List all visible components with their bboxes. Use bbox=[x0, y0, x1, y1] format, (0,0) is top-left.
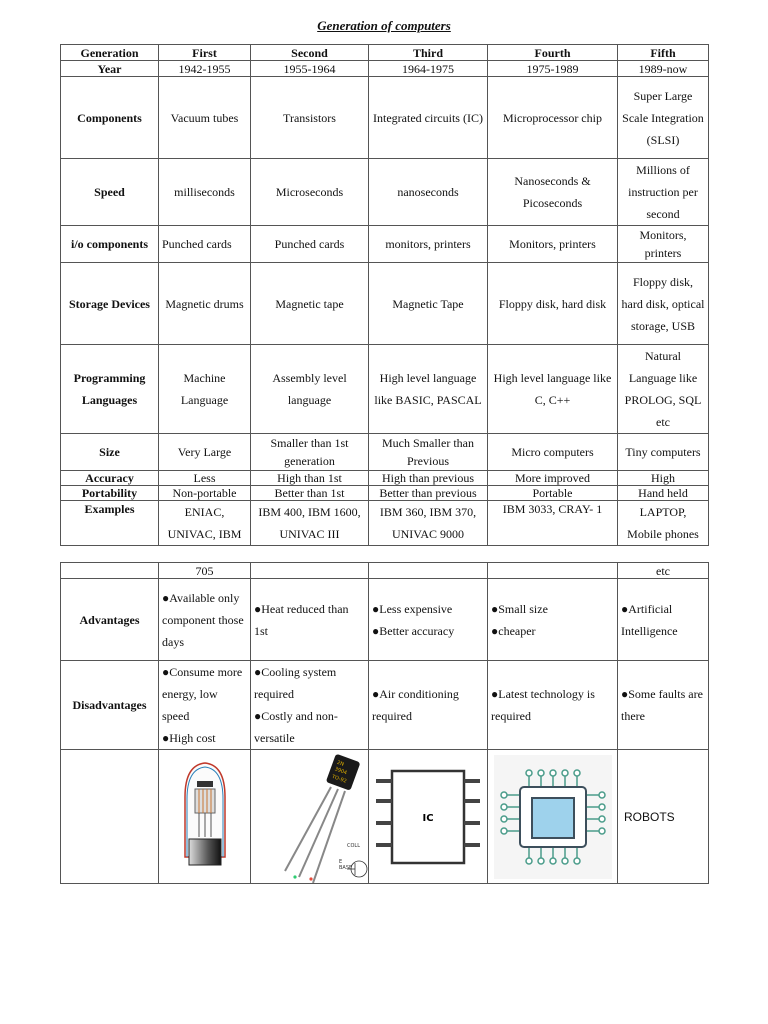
header-cell: Third bbox=[369, 45, 488, 61]
table-row bbox=[61, 471, 709, 486]
table-cell bbox=[369, 579, 488, 661]
table-cell: Millions of instruction per second bbox=[618, 159, 709, 226]
table-cell: Microseconds bbox=[251, 159, 369, 226]
table-cell bbox=[369, 563, 488, 579]
table-cell: More improved bbox=[488, 471, 618, 486]
table-cell: Non-portable bbox=[159, 486, 251, 501]
table-cell bbox=[369, 661, 488, 750]
list-item: ●Better accuracy bbox=[372, 623, 455, 638]
row-label: Advantages bbox=[61, 579, 159, 661]
list-item: ●Available only component those days bbox=[162, 590, 244, 649]
vacuum-tube-image bbox=[159, 750, 251, 884]
table-cell: milliseconds bbox=[159, 159, 251, 226]
row-label: i/o components bbox=[61, 226, 159, 263]
table-cell bbox=[251, 563, 369, 579]
row-label: Components bbox=[61, 77, 159, 159]
table-cell: Punched cards bbox=[251, 226, 369, 263]
list-item: ●Cooling system required bbox=[254, 665, 337, 701]
table-cell: Better than 1st bbox=[251, 486, 369, 501]
table-row bbox=[61, 345, 709, 434]
table-cell: Assembly level language bbox=[251, 345, 369, 434]
advantages-row bbox=[61, 579, 709, 661]
generations-table bbox=[60, 44, 709, 546]
transistor-label: COLL bbox=[347, 842, 360, 849]
table-cell: Punched cards bbox=[159, 226, 251, 263]
row-label: Portability bbox=[61, 486, 159, 501]
table-cell: High than 1st bbox=[251, 471, 369, 486]
table-cell: Hand held bbox=[618, 486, 709, 501]
list-item: ●Heat reduced than 1st bbox=[254, 601, 349, 638]
microprocessor-icon bbox=[494, 755, 612, 879]
row-label: Accuracy bbox=[61, 471, 159, 486]
table-cell: Magnetic drums bbox=[159, 263, 251, 345]
vacuum-tube-icon bbox=[175, 757, 235, 877]
table-cell: nanoseconds bbox=[369, 159, 488, 226]
transistor-label: BASE bbox=[339, 864, 353, 871]
transistor-image bbox=[251, 750, 369, 884]
table-cell bbox=[61, 750, 159, 884]
list-item: ●Small size bbox=[491, 601, 548, 616]
table-cell bbox=[159, 579, 251, 661]
table-cell: Integrated circuits (IC) bbox=[369, 77, 488, 159]
row-label: Year bbox=[61, 61, 159, 77]
table-cell: 1989-now bbox=[618, 61, 709, 77]
table-cell: 705 bbox=[159, 563, 251, 579]
table-cell: Very Large bbox=[159, 434, 251, 471]
ic-label: IC bbox=[422, 812, 434, 824]
list-item: ●Consume more energy, low speed bbox=[162, 665, 243, 723]
table-cell: monitors, printers bbox=[369, 226, 488, 263]
transistor-marking: 2N bbox=[336, 759, 345, 768]
robots-label: ROBOTS bbox=[618, 750, 709, 884]
table-cell: Monitors, printers bbox=[488, 226, 618, 263]
table-row bbox=[61, 263, 709, 345]
table-cell: Super Large Scale Integration (SLSI) bbox=[618, 77, 709, 159]
list-item: ●High cost bbox=[162, 731, 216, 745]
table-cell bbox=[488, 563, 618, 579]
table-cell bbox=[488, 579, 618, 661]
header-cell: First bbox=[159, 45, 251, 61]
list-item: ●Artificial Intelligence bbox=[621, 601, 678, 638]
table-cell: 1964-1975 bbox=[369, 61, 488, 77]
table-cell: High bbox=[618, 471, 709, 486]
table-cell: Micro computers bbox=[488, 434, 618, 471]
table-cell: Microprocessor chip bbox=[488, 77, 618, 159]
table-cell: IBM 3033, CRAY- 1 bbox=[488, 501, 618, 546]
table-cell: 1975-1989 bbox=[488, 61, 618, 77]
table-cell: Magnetic tape bbox=[251, 263, 369, 345]
table-cell: Smaller than 1st generation bbox=[251, 434, 369, 471]
table-cell bbox=[488, 661, 618, 750]
generations-table-continued bbox=[60, 562, 709, 884]
list-item: ●Less expensive bbox=[372, 601, 453, 616]
table-cell: Tiny computers bbox=[618, 434, 709, 471]
table-row bbox=[61, 434, 709, 471]
row-label: Size bbox=[61, 434, 159, 471]
table-cell: Transistors bbox=[251, 77, 369, 159]
header-row bbox=[61, 45, 709, 61]
table-cell bbox=[61, 563, 159, 579]
microprocessor-image bbox=[488, 750, 618, 884]
table-row bbox=[61, 61, 709, 77]
ic-chip-image bbox=[369, 750, 488, 884]
table-cell: High level language like BASIC, PASCAL bbox=[369, 345, 488, 434]
table-cell: Much Smaller than Previous bbox=[369, 434, 488, 471]
list-item: ●Air conditioning required bbox=[372, 687, 459, 723]
table-cell: Magnetic Tape bbox=[369, 263, 488, 345]
transistor-marking: 3904 bbox=[333, 765, 348, 776]
row-label: Speed bbox=[61, 159, 159, 226]
table-cell: LAPTOP, Mobile phones bbox=[618, 501, 709, 546]
list-item: ●Latest technology is required bbox=[491, 687, 595, 723]
list-item: ●Some faults are there bbox=[621, 687, 703, 723]
table-row bbox=[61, 226, 709, 263]
table-cell: Monitors, printers bbox=[618, 226, 709, 263]
ic-chip-icon bbox=[372, 765, 484, 869]
table-row bbox=[61, 486, 709, 501]
row-label: Examples bbox=[61, 501, 159, 546]
header-cell: Fifth bbox=[618, 45, 709, 61]
table-cell: Machine Language bbox=[159, 345, 251, 434]
table-cell: Better than previous bbox=[369, 486, 488, 501]
disadvantages-row bbox=[61, 661, 709, 750]
table-cell bbox=[251, 579, 369, 661]
images-row bbox=[61, 750, 709, 884]
row-label: Programming Languages bbox=[61, 345, 159, 434]
table-row bbox=[61, 501, 709, 546]
transistor-marking: TO-92 bbox=[330, 773, 348, 785]
table-cell: Vacuum tubes bbox=[159, 77, 251, 159]
table-cell: ENIAC, UNIVAC, IBM bbox=[159, 501, 251, 546]
table-row bbox=[61, 563, 709, 579]
row-label: Disadvantages bbox=[61, 661, 159, 750]
table-cell: 1955-1964 bbox=[251, 61, 369, 77]
table-cell: Portable bbox=[488, 486, 618, 501]
table-cell: High level language like C, C++ bbox=[488, 345, 618, 434]
table-cell: Nanoseconds & Picoseconds bbox=[488, 159, 618, 226]
table-cell: IBM 400, IBM 1600, UNIVAC III bbox=[251, 501, 369, 546]
table-cell: Natural Language like PROLOG, SQL etc bbox=[618, 345, 709, 434]
table-cell: 1942-1955 bbox=[159, 61, 251, 77]
header-cell: Second bbox=[251, 45, 369, 61]
transistor-label: E bbox=[339, 858, 343, 865]
list-item: ●Costly and non-versatile bbox=[254, 709, 338, 745]
table-cell: etc bbox=[618, 563, 709, 579]
table-cell bbox=[251, 661, 369, 750]
table-cell bbox=[159, 661, 251, 750]
table-cell: Less bbox=[159, 471, 251, 486]
table-row bbox=[61, 159, 709, 226]
table-cell: High than previous bbox=[369, 471, 488, 486]
table-cell: IBM 360, IBM 370, UNIVAC 9000 bbox=[369, 501, 488, 546]
header-cell: Generation bbox=[61, 45, 159, 61]
list-item: ●cheaper bbox=[491, 623, 536, 638]
header-cell: Fourth bbox=[488, 45, 618, 61]
table-cell bbox=[618, 661, 709, 750]
table-cell bbox=[618, 579, 709, 661]
transistor-icon bbox=[251, 751, 369, 883]
row-label: Storage Devices bbox=[61, 263, 159, 345]
table-cell: Floppy disk, hard disk bbox=[488, 263, 618, 345]
page-title: Generation of computers bbox=[317, 18, 451, 33]
table-row bbox=[61, 77, 709, 159]
table-cell: Floppy disk, hard disk, optical storage, USB bbox=[618, 263, 709, 345]
